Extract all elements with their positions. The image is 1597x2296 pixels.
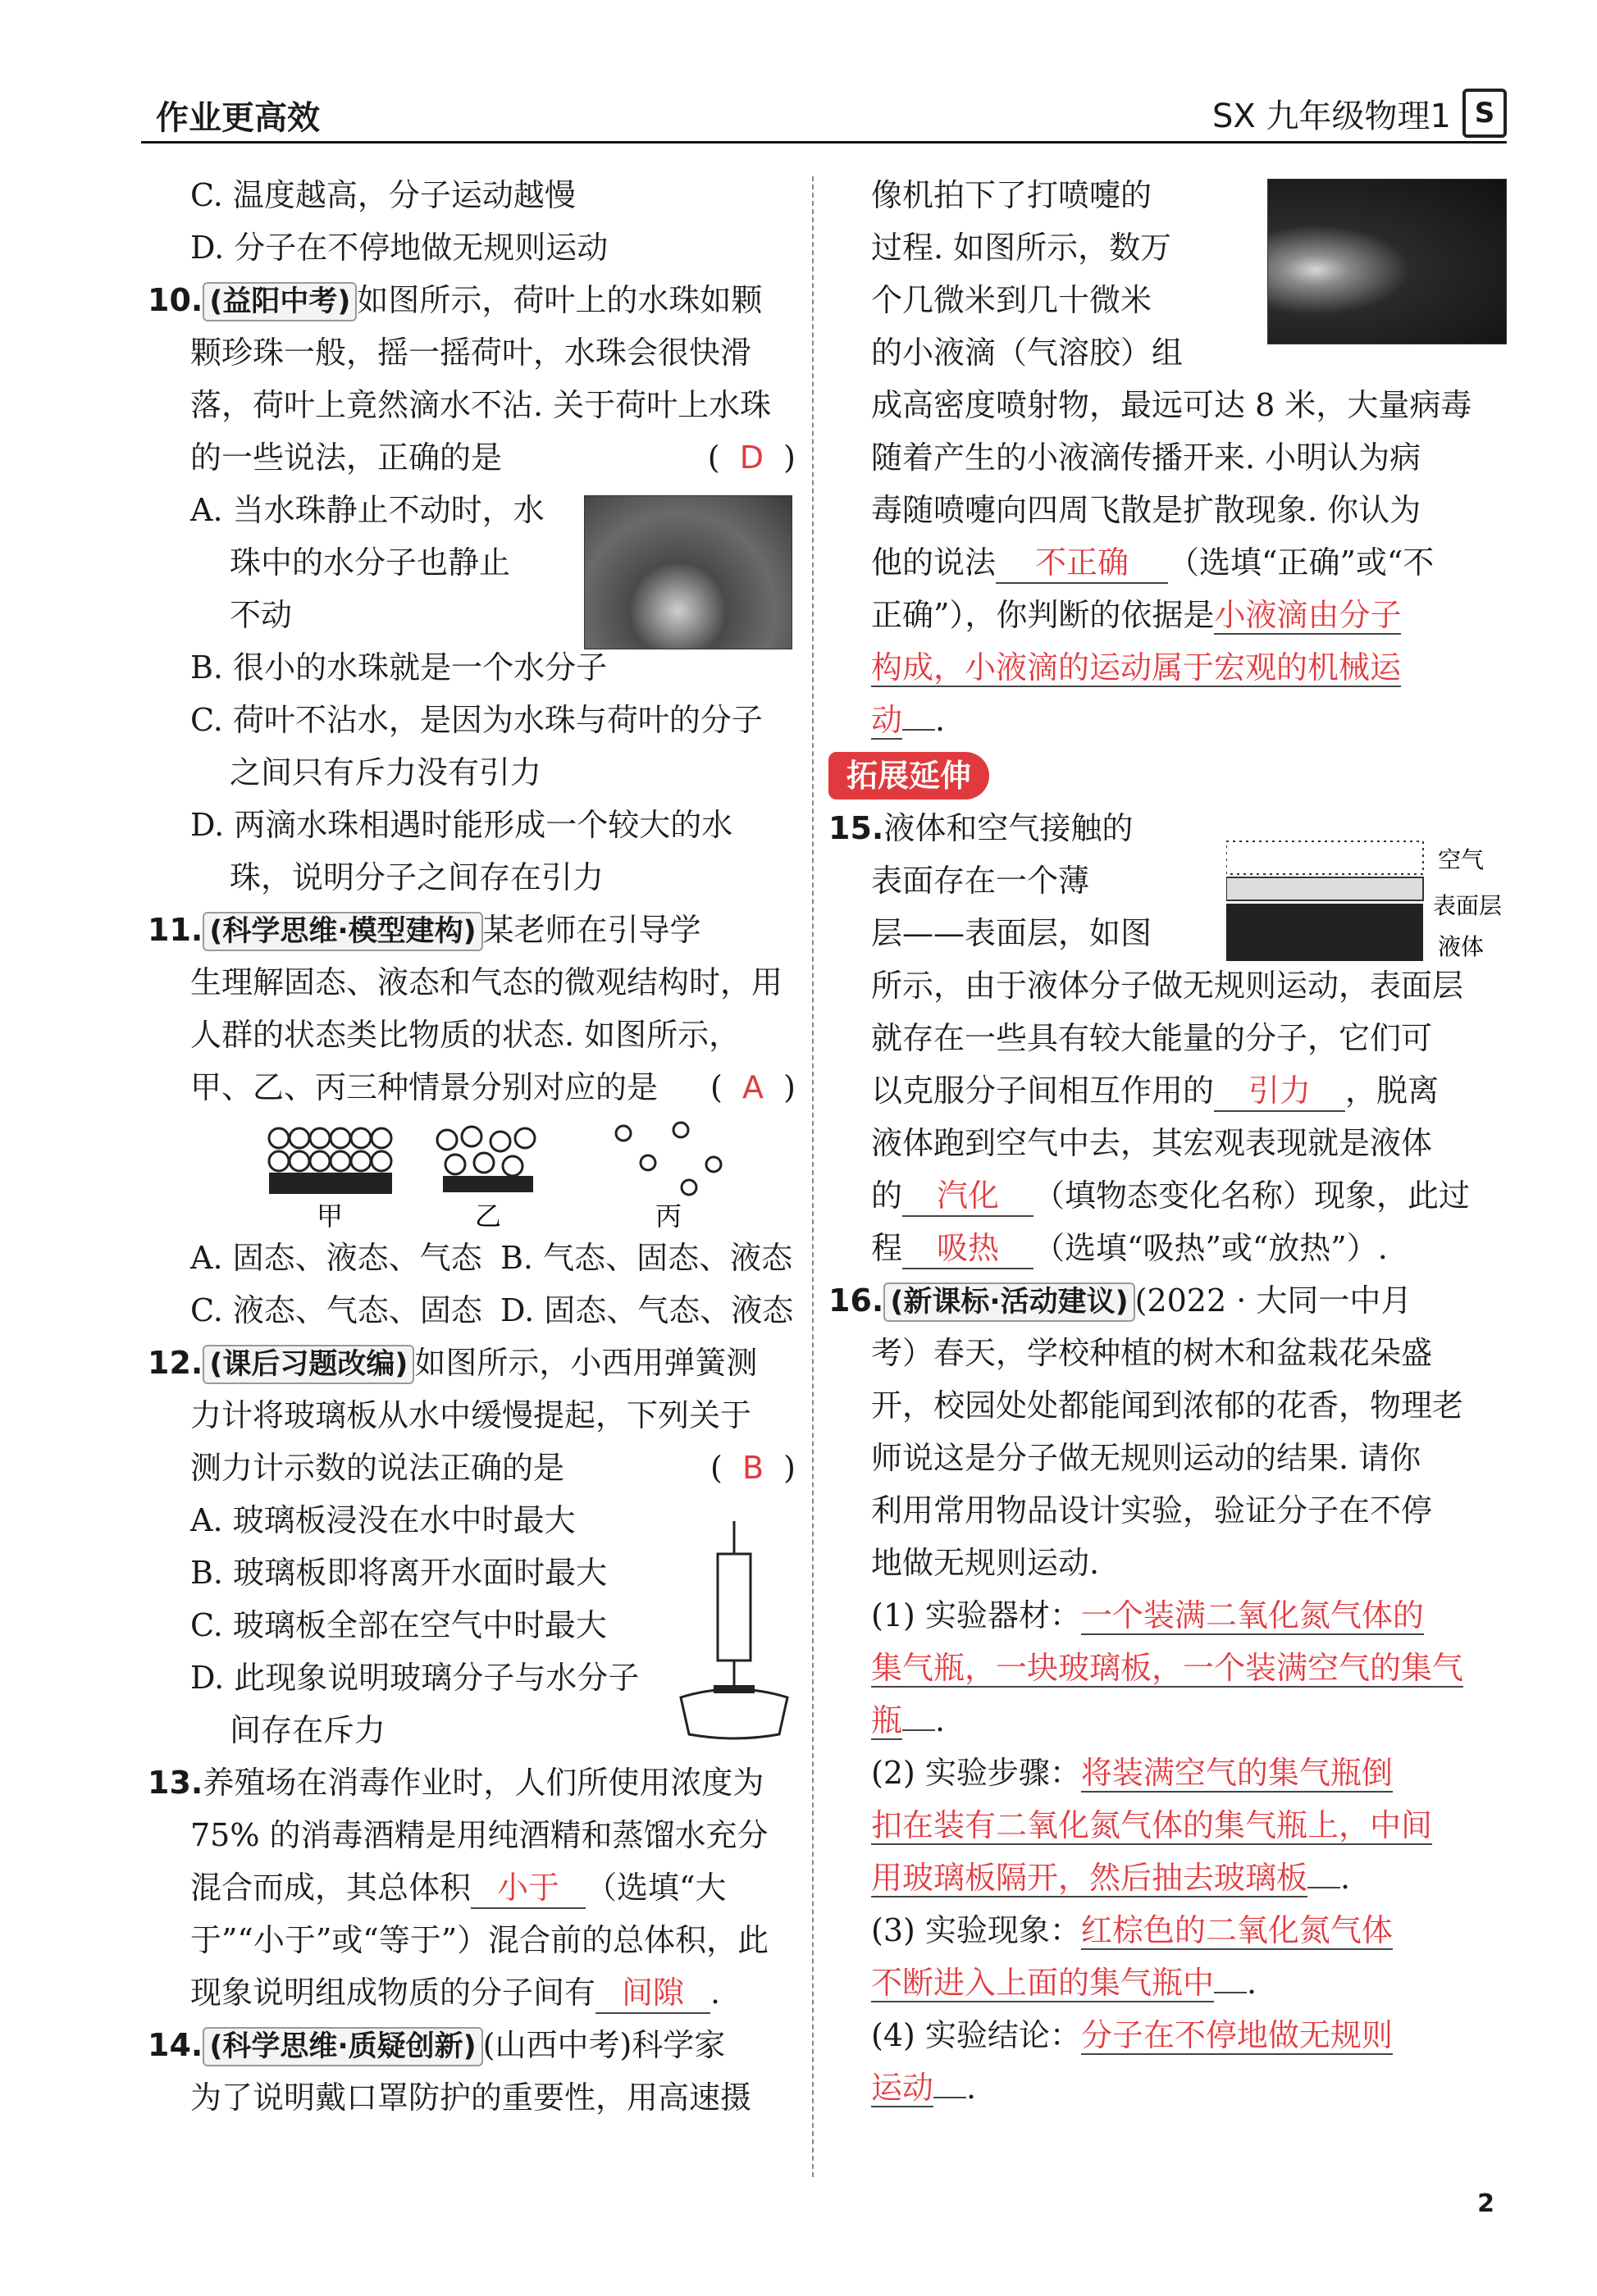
page-number: 2 [1477,2189,1494,2218]
q14-text8b: （选填“正确”或“不 [1168,544,1435,581]
q16-p2-line2 [828,1799,1517,1852]
q11-line2: 生理解固态、液态和气态的微观结构时，用 [190,964,783,1000]
right-column [828,169,1517,2114]
sneeze-photo [1267,179,1507,344]
q11-text4: 甲、乙、丙三种情景分别对应的是 [190,1069,659,1105]
header-left-title: 作业更高效 [156,99,320,137]
q15-number: 15. [828,810,884,846]
q14-right-line5: 成高密度喷射物，最远可达 8 米，大量病毒 [871,387,1472,423]
q11-answer: A [742,1069,764,1105]
label-liquid: 液体 [1438,933,1485,960]
q14-right-line7: 毒随喷嚏向四周飞散是扩散现象. 你认为 [871,492,1421,528]
q13-blank2: 间隙 [595,1973,710,2014]
q13-text5a: 现象说明组成物质的分子间有 [190,1975,596,2011]
q12-option-d1: D. 此现象说明玻璃分子与水分子 [190,1660,640,1696]
q16-p4-line1 [828,2009,1517,2061]
q16-p4-answer2: 运动 [871,2070,934,2106]
q11-line3: 人群的状态类比物质的状态. 如图所示， [190,1017,741,1053]
q11-option-c: C. 液态、气态、固态 [190,1292,482,1328]
surface-layer-figure [1226,838,1522,977]
q9-option-d: D. 分子在不停地做无规则运动 [190,230,609,266]
crowd-figure [148,1114,796,1232]
q16-line3: 开，校园处处都能闻到浓郁的花香，物理老 [871,1387,1464,1424]
q16-p1-dot: . [935,1702,946,1738]
crowd-liquid-icon [437,1127,535,1192]
q16-p2-answer3: 用玻璃板隔开，然后抽去玻璃板 [871,1860,1308,1896]
q10-text1: 如图所示，荷叶上的水珠如颗 [357,282,763,318]
q12-option-c: C. 玻璃板全部在空气中时最大 [190,1607,607,1643]
q11-number: 11. [148,912,203,948]
q13-line5 [148,1966,796,2019]
q10-option-b: B. 很小的水珠就是一个水分子 [190,649,608,686]
q14-answer-part2: 构成，小液滴的运动属于宏观的机械运 [871,649,1402,686]
q16-p2-blank-tail [1307,1887,1340,1888]
q14-line1 [148,2019,796,2071]
q10-option-a3: 不动 [230,597,293,633]
q12-option-a: A. 玻璃板浸没在水中时最大 [190,1502,576,1538]
q15-blank1: 引力 [1214,1071,1345,1112]
q13-line1 [148,1756,796,1809]
q10-line4 [148,431,796,484]
q16-line6: 地做无规则运动. [871,1545,1100,1581]
q15-text6a: 以克服分子间相互作用的 [871,1073,1215,1109]
q12-answer-paren: ( B ) [710,1450,796,1486]
q15-text9b: （选填“吸热”或“放热”）. [1033,1230,1388,1266]
q16-number: 16. [828,1282,884,1319]
q11-figure [148,1114,796,1232]
q14-number: 14. [148,2027,203,2063]
q11-options-cd [148,1284,796,1337]
q10-option-a1: A. 当水珠静止不动时，水 [190,492,545,528]
q16-p1-label: (1) 实验器材： [871,1597,1081,1633]
q16-p2-label: (2) 实验步骤： [871,1755,1081,1791]
q16-p1-answer3: 瓶 [871,1702,903,1738]
q10-option-c2: 之间只有斥力没有引力 [230,754,542,790]
q16-p1-line1 [828,1589,1517,1642]
q12-option-d2: 间存在斥力 [230,1712,386,1748]
q13-line3 [148,1861,796,1914]
q14-right-line2: 过程. 如图所示，数万 [871,230,1172,266]
q12-text1: 如图所示，小西用弹簧测 [414,1345,758,1381]
q10-line1 [148,274,796,326]
q15-line2: 表面存在一个薄 [871,863,1090,899]
q16-p3-line1 [828,1904,1517,1957]
q16-line2: 考）春天，学校种植的树木和盆栽花朵盛 [871,1335,1433,1371]
q16-source-tag: (新课标·活动建议) [883,1282,1134,1322]
q12-number: 12. [148,1345,203,1381]
q16-p2-line1 [828,1747,1517,1799]
q13-text5b: . [710,1975,721,2011]
section-label: 拓展延伸 [828,752,989,800]
q10-line2: 颗珍珠一般，摇一摇荷叶，水珠会很快滑 [190,335,752,371]
column-divider [812,176,814,2177]
header-right [1212,89,1507,138]
left-column [148,169,796,2124]
spring-scale-glass-figure [673,1521,796,1742]
q15-line7: 液体跑到空气中去，其宏观表现就是液体 [871,1125,1433,1161]
q15-line3: 层——表面层，如图 [871,915,1152,951]
q16-p3-line2 [828,1957,1517,2009]
q16-p4-line2 [828,2061,1517,2114]
q14-right-line11 [828,694,1517,746]
q13-blank1: 小于 [471,1868,586,1909]
q15-text6b: ，脱离 [1345,1073,1440,1109]
q15-blank2: 汽化 [902,1176,1033,1217]
q11-line1 [148,904,796,956]
q14-right-line1: 像机拍下了打喷嚏的 [871,177,1152,213]
q10-line3: 落，荷叶上竟然滴水不沾. 关于荷叶上水珠 [190,387,772,423]
q11-options-ab [148,1232,796,1284]
q13-text3b: （选填“大 [586,1870,727,1906]
crowd-gas-icon [616,1123,721,1195]
q13-text3a: 混合而成，其总体积 [190,1870,472,1906]
q13-line4: 于”“小于”或“等于”）混合前的总体积，此 [190,1922,769,1958]
q14-right-line3: 个几微米到几十微米 [871,282,1152,318]
q16-p3-answer2: 不断进入上面的集气瓶中 [871,1965,1215,2001]
lotus-water-drop-photo [584,495,792,649]
q14-answer-part3: 动 [871,702,903,738]
q16-line5: 利用常用物品设计实验，验证分子在不停 [871,1492,1433,1528]
q16-text1: (2022 · 大同一中月 [1134,1282,1412,1319]
q10-source-tag: (益阳中考) [203,282,357,321]
q16-p3-blank-tail [1214,1992,1247,1993]
q15-text8b: （填物态变化名称）现象，此过 [1033,1178,1471,1214]
q15-line8 [828,1169,1517,1222]
q10-option-d1: D. 两滴水珠相遇时能形成一个较大的水 [190,807,733,843]
q15-line6 [828,1064,1517,1117]
q16-p3-answer1: 红棕色的二氧化氮气体 [1080,1912,1393,1948]
q15-text9a: 程 [871,1230,903,1266]
q11-option-a: A. 固态、液态、气态 [190,1240,482,1276]
q11-line4 [148,1061,796,1114]
q10-answer-paren: ( D ) [707,440,796,476]
q12-line2: 力计将玻璃板从水中缓慢提起，下列关于 [190,1397,752,1433]
q12-text3: 测力计示数的说法正确的是 [190,1450,565,1486]
q14-right-line10 [828,641,1517,694]
q11-answer-paren: ( A ) [710,1069,796,1105]
q10-answer: D [739,440,764,476]
q16-p3-label: (3) 实验现象： [871,1912,1081,1948]
label-air: 空气 [1438,846,1485,873]
q16-p1-blank-tail [902,1729,935,1731]
figure-label-jia: 甲 [316,1200,344,1232]
q11-text1: 某老师在引导学 [482,912,701,948]
q10-option-c1: C. 荷叶不沾水，是因为水珠与荷叶的分子 [190,702,763,738]
q16-p2-dot: . [1340,1860,1351,1896]
q16-p1-line2 [828,1642,1517,1694]
figure-label-yi: 乙 [474,1200,502,1232]
q16-p2-answer1: 将装满空气的集气瓶倒 [1080,1755,1393,1791]
q16-p1-answer1: 一个装满二氧化氮气体的 [1080,1597,1424,1633]
q9-option-c: C. 温度越高，分子运动越慢 [190,177,576,213]
q14-text11b: . [935,702,946,738]
q10-number: 10. [148,282,203,318]
q14-right-line9 [828,589,1517,641]
section-expand [828,746,1517,802]
q16-p1-line3 [828,1694,1517,1747]
q15-line9 [828,1222,1517,1274]
q16-p4-dot: . [966,2070,977,2106]
q16-p3-dot: . [1247,1965,1257,2001]
q15-text8a: 的 [871,1178,903,1214]
publisher-logo-icon: S [1462,89,1507,138]
q15-line4: 所示，由于液体分子做无规则运动，表面层 [871,968,1464,1004]
q12-option-b: B. 玻璃板即将离开水面时最大 [190,1555,608,1591]
q14-text8a: 他的说法 [871,544,997,581]
q14-right-line8 [828,536,1517,589]
figure-label-bing: 丙 [655,1200,682,1232]
q16-p2-line3 [828,1852,1517,1904]
q14-blank-tail [902,729,935,731]
q12-line1 [148,1337,796,1389]
q12-line3 [148,1442,796,1494]
q14-blank1: 不正确 [996,543,1168,584]
q16-line1 [828,1274,1517,1327]
q11-option-d: D. 固态、气态、液态 [500,1292,794,1328]
q16-line4: 师说这是分子做无规则运动的结果. 请你 [871,1440,1421,1476]
label-surface-layer: 表面层 [1433,892,1503,919]
q16-p1-answer2: 集气瓶，一块玻璃板，一个装满空气的集气 [871,1650,1464,1686]
q11-option-b: B. 气态、固态、液态 [500,1240,793,1276]
q16-p4-answer1: 分子在不停地做无规则 [1080,2017,1393,2053]
header-rule [141,141,1507,144]
q11-source-tag: (科学思维·模型建构) [203,912,482,951]
q14-text1: 科学家 [632,2027,726,2063]
q14-text9a: 正确”），你判断的依据是 [871,597,1215,633]
q13-number: 13. [148,1765,203,1801]
q13-line2: 75% 的消毒酒精是用纯酒精和蒸馏水充分 [190,1817,769,1853]
q10-option-d2: 珠，说明分子之间存在引力 [230,859,605,895]
q16-p2-answer2: 扣在装有二氧化氮气体的集气瓶上，中间 [871,1807,1433,1843]
q14-right-line6: 随着产生的小液滴传播开来. 小明认为病 [871,440,1421,476]
q14-right-line4: 的小液滴（气溶胶）组 [871,335,1184,371]
q14-answer-part1: 小液滴由分子 [1214,597,1402,633]
q13-text1: 养殖场在消毒作业时，人们所使用浓度为 [203,1765,764,1801]
q16-p4-label: (4) 实验结论： [871,2017,1081,2053]
q12-answer: B [741,1450,764,1486]
q15-blank3: 吸热 [902,1228,1033,1269]
q15-line5: 就存在一些具有较大能量的分子，它们可 [871,1020,1433,1056]
q16-p4-blank-tail [933,2097,966,2098]
q14-source-tag2: (山西中考) [482,2027,632,2063]
header-right-title: SX 九年级物理1 [1212,97,1451,135]
q15-text1: 液体和空气接触的 [883,810,1134,846]
q14-line2: 为了说明戴口罩防护的重要性，用高速摄 [190,2080,752,2116]
q12-source-tag: (课后习题改编) [203,1345,414,1384]
crowd-solid-icon [269,1128,392,1194]
q14-source-tag: (科学思维·质疑创新) [203,2027,482,2066]
q10-option-a2: 珠中的水分子也静止 [230,544,511,581]
q10-text4: 的一些说法，正确的是 [190,440,503,476]
